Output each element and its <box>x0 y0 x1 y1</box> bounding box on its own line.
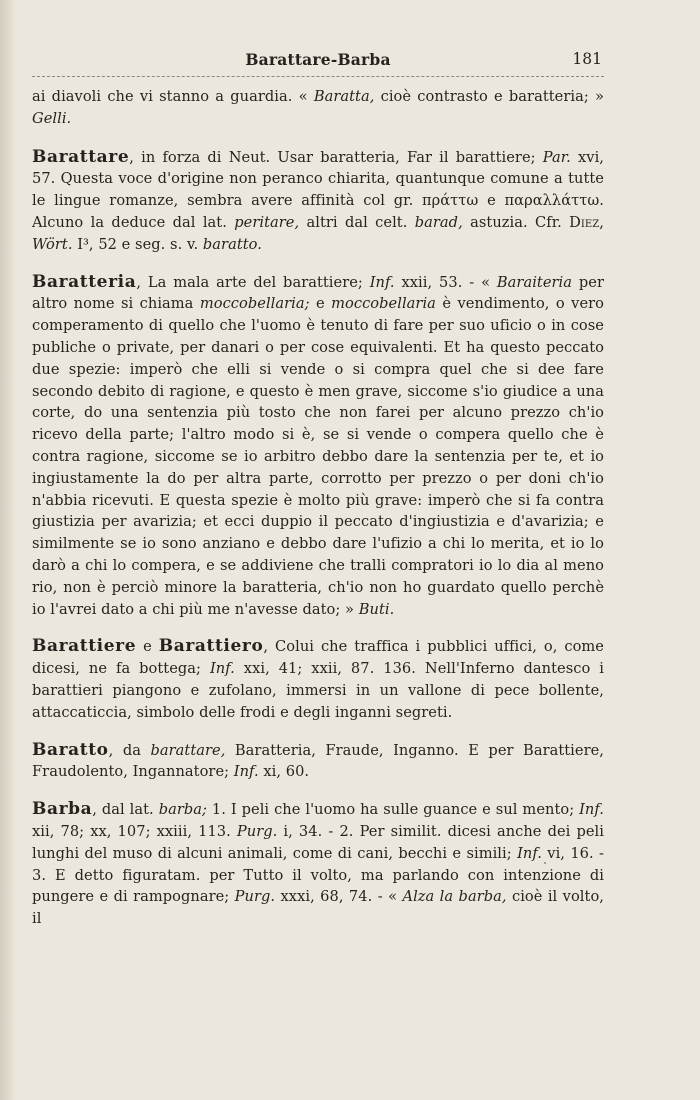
author-citation: Buti. <box>358 600 395 618</box>
text-run: astuzia. Cfr. <box>462 213 570 231</box>
text-run: e <box>309 295 332 313</box>
text-run: 1. I peli che l'uomo ha sulle guance e sul mento; <box>206 801 580 819</box>
citation-word: Baratta, <box>313 88 375 105</box>
text-run: per altro nome si chiama <box>32 273 604 313</box>
headword: Baratteria <box>32 271 137 292</box>
text-run: Baratteria, Fraude, Inganno. E per Barattiere, Fraudolento, Ingannatore; <box>32 741 604 781</box>
text-run: xxii, 53. - « <box>394 273 497 291</box>
etymon: barba; <box>158 801 207 819</box>
page-number: 181 <box>572 50 602 68</box>
citation-work: Inf. <box>369 273 395 291</box>
citation-work: Inf. <box>233 763 259 781</box>
text-run: ai diavoli che vi stanno a guardia. « <box>32 88 314 105</box>
continuation-paragraph <box>32 86 604 130</box>
text-run: è vendimento, o vero comperamento di quello che l'uomo è tenuto di fare per suo uficio o in cose publiche o private, per danari o per cose equivalenti. Et ha questo peccato due spezie: imperò che elli si vende o si compra quel che si dee fare secondo debito di ragione, e questo è men grave, siccome s'io giudice a una corte, do una sentenzia più tosto che non farei per alcuno prezzo ch'io ricevo della parte; l'altro modo si è, se si vende o compera quello che è contra ragione, siccome se io arbitro debbo dare la sentenzia per te, et io ingiustamente la do per altra parte, corrotto per prezzo o per doni ch'io n'abbia ricevuti. E questa spezie è molto più grave: imperò che si fa contra giustizia per avarizia; et ecci duppio il peccato d'ingiustizia e d'avarizia; e similmente se io sono anziano e debbo dare l'ufizio a chi lo merita, et io lo darò a chi lo compera, e se addiviene che tralli compratori io lo dia al meno rio, non è perciò minore la baratteria, ch'io non ho guardato quello perchè io l'avrei dato a chi più me n'avesse dato; » <box>32 295 604 618</box>
text-run: vi, 16. - 3. E detto figuratam. per Tutto il volto, ma parlando con intenzione di pungere e di rampognare; <box>32 844 605 906</box>
text-run: i, 34. - 2. Per similit. dicesi anche dei peli lunghi del muso di alcuni animali, come di cani, becchi e simili; <box>32 822 604 862</box>
text-run: altri dal celt. <box>299 213 415 231</box>
headword: Barattiere <box>32 636 137 657</box>
quoted-term: moccobellaria <box>331 295 436 313</box>
entry-baratteria <box>32 272 604 621</box>
text-run: xi, 60. <box>258 763 310 781</box>
citation-work: Purg. <box>234 888 276 906</box>
etymon: peritare, <box>234 213 300 231</box>
text-run: , Colui che traffica i pubblici uffici, o, come dicesi, ne fa bottega; <box>32 638 604 678</box>
page-body <box>32 86 604 946</box>
page-binding-shadow <box>0 0 16 1100</box>
text-run: e <box>136 638 159 656</box>
text-run: xvi, 57. Questa voce d'origine non peranco chiarita, quantunque comune a tutte le lingue romanze, sembra avere affinità col gr. πράττω e παραλλάττω. Alcuno la deduce dal lat. <box>32 148 604 231</box>
text-run: cioè contrasto e baratteria; » <box>374 88 604 105</box>
headword: Baratto <box>32 739 109 760</box>
author-citation: Gelli. <box>32 109 72 127</box>
text-run: xxxi, 68, 74. - « <box>275 888 403 906</box>
running-header <box>32 50 604 74</box>
cross-reference: barattare, <box>150 741 226 759</box>
headword: Barattare <box>32 146 130 167</box>
print-speck <box>544 862 546 864</box>
citation-work: Wört. <box>32 235 73 253</box>
text-run: , in forza di Neut. Usar baratteria, Far il barattiere; <box>129 148 543 166</box>
citation-work: Inf. <box>579 801 604 819</box>
running-title: Barattare-Barba <box>245 50 391 69</box>
entry-barba <box>32 799 604 930</box>
cross-reference: baratto. <box>202 235 262 253</box>
etymon: barad, <box>414 213 463 231</box>
headword: Barattiero <box>158 636 264 657</box>
entry-barattare <box>32 147 604 256</box>
citation-work: Inf. <box>209 660 235 678</box>
entry-baratto <box>32 740 604 784</box>
text-run: I³, 52 e seg. s. v. <box>72 235 203 253</box>
citation-work: Purg. <box>236 822 278 840</box>
text-run: cioè il volto, il <box>32 888 604 928</box>
header-rule <box>32 76 604 77</box>
citation-work: Par. <box>542 148 571 166</box>
quoted-term: moccobellaria; <box>199 295 310 313</box>
text-run: xxi, 41; xxii, 87. 136. Nell'Inferno dantesco i barattieri piangono e zufolano, immersi in un vallone di pece bollente, attaccaticcia, simbolo delle frodi e degli inganni segreti. <box>32 660 604 721</box>
quoted-phrase: Alza la barba, <box>402 888 507 906</box>
quoted-term: Baraiteria <box>496 273 573 291</box>
text-run: , <box>599 213 604 231</box>
text-run: , dal lat. <box>92 801 159 819</box>
text-run: , La mala arte del barattiere; <box>136 273 370 291</box>
author-name: Diez <box>569 213 600 231</box>
citation-work: Inf. <box>517 844 542 862</box>
headword: Barba <box>32 799 93 820</box>
entry-barattiere <box>32 636 604 723</box>
text-run: , da <box>108 741 151 759</box>
text-run: xii, 78; xx, 107; xxiii, 113. <box>32 822 237 840</box>
